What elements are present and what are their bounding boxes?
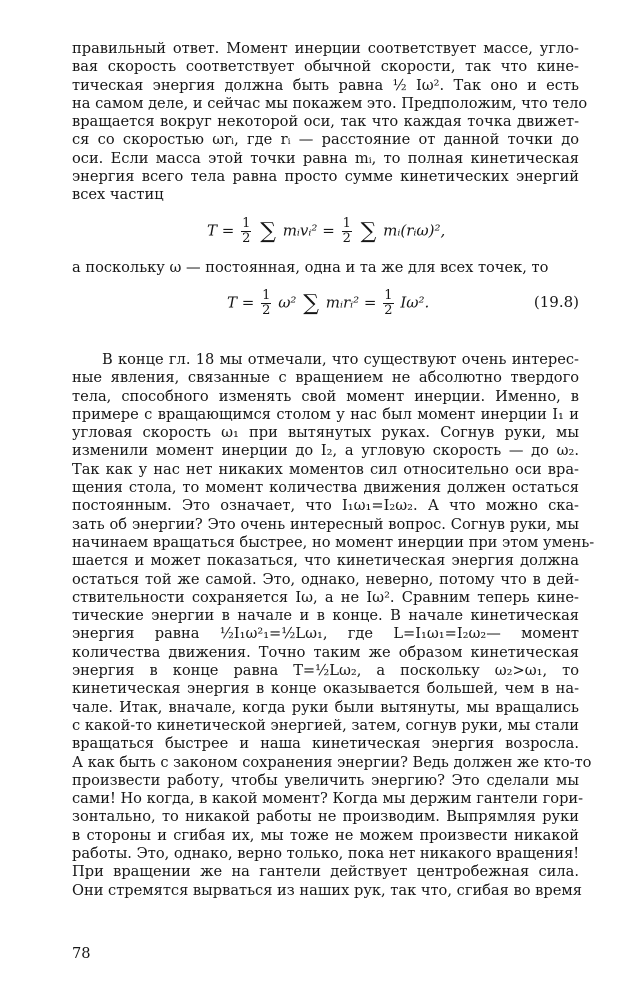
text-line: а поскольку ω — постоянная, одна и та же для всех точек, то [72, 258, 549, 276]
fraction-half: $\frac{1}{2}$ [384, 287, 393, 318]
page-body [72, 40, 595, 900]
eq-lhs: T = [227, 293, 255, 312]
text-line: угловая скорость ω₁ при вытянутых руках. Согнув руки, мы [72, 424, 579, 442]
fraction-half: $\frac{1}{2}$ [342, 215, 351, 246]
text-line: с какой-то кинетической энергией, затем, согнув руки, мы стали [72, 716, 579, 734]
page-number: 78 [72, 945, 91, 962]
text-line: энергия в конце равна T=½Lω₂, а поскольку ω₂>ω₁, то [72, 662, 579, 680]
omega-squared: ω² [278, 293, 297, 312]
text-line: При вращении же на гантели действует центробежная сила. [72, 863, 579, 881]
text-line: ся со скоростью ωrᵢ, где rᵢ — расстояние от данной точки до [72, 131, 579, 149]
text-line: ствительности сохраняется Iω, а не Iω². Сравним теперь кине- [72, 588, 579, 606]
text-line: энергия равна ½I₁ω²₁=½Lω₁, где L=I₁ω₁=I₂ω₂— момент [72, 625, 579, 643]
sum-symbol: ∑ [260, 218, 276, 244]
text-line: тические энергии в начале и в конце. В начале кинетическая [72, 607, 579, 625]
text-line: В конце гл. 18 мы отмечали, что существуют очень интерес- [102, 350, 579, 368]
text-line: вая скорость соответствует обычной скорости, так что кине- [72, 58, 579, 76]
text-line: зонтально, то никакой работы не производим. Выпрямляя руки [72, 808, 579, 826]
text-line: начинаем вращаться быстрее, но момент инерции при этом умень- [72, 533, 595, 551]
text-line: кинетическая энергия в конце оказывается большей, чем в на- [72, 680, 579, 698]
text-line: энергия всего тела равна просто сумме кинетических энергий [72, 168, 579, 186]
paragraph-rotating-table [72, 350, 595, 900]
equation-kinetic-sum [72, 211, 579, 255]
fraction-half: $\frac{1}{2}$ [262, 287, 271, 318]
text-line: вращаться быстрее и наша кинетическая энергия возросла. [72, 735, 579, 753]
text-line: щения стола, то момент количества движения должен остаться [72, 479, 579, 497]
text-line: тела, способного изменять свой момент инерции. Именно, в [72, 387, 579, 405]
fraction-half: $\frac{1}{2}$ [242, 215, 251, 246]
text-line: на самом деле, и сейчас мы покажем это. Предположим, что тело [72, 94, 588, 112]
text-line: оси. Если масса этой точки равна mᵢ, то полная кинетическая [72, 149, 579, 167]
text-line: в стороны и сгибая их, мы тоже не можем произвести никакой [72, 826, 579, 844]
text-line: Они стремятся вырваться из наших рук, так что, сгибая во время [72, 881, 582, 899]
text-line: изменили момент инерции до I₂, а угловую скорость — до ω₂. [72, 442, 579, 460]
text-line: Так как у нас нет никаких моментов сил относительно оси вра- [72, 460, 579, 478]
text-line: постоянным. Это означает, что I₁ω₁=I₂ω₂. А что можно ска- [72, 497, 579, 515]
eq-term: mᵢ(rᵢω)², [383, 221, 446, 240]
eq-term: mᵢrᵢ² = [325, 293, 377, 312]
text-line: зать об энергии? Это очень интересный вопрос. Согнув руки, мы [72, 515, 579, 533]
text-line: остаться той же самой. Это, однако, неверно, потому что в дей- [72, 570, 579, 588]
eq-term: mᵢvᵢ² = [282, 221, 335, 240]
text-line: шается и может показаться, что кинетическая энергия должна [72, 552, 579, 570]
text-line: ные явления, связанные с вращением не абсолютно твердого [72, 369, 579, 387]
sum-symbol: ∑ [303, 290, 319, 316]
text-line: всех частиц [72, 186, 164, 204]
text-line: правильный ответ. Момент инерции соответствует массе, угло- [72, 40, 579, 57]
text-line: работы. Это, однако, верно только, пока нет никакого вращения! [72, 844, 580, 862]
paragraph-kinetic-energy [72, 40, 588, 205]
text-line: произвести работу, чтобы увеличить энергию? Это сделали мы [72, 771, 579, 789]
eq-lhs: T = [207, 221, 235, 240]
eq-term: Iω². [400, 293, 430, 312]
text-line: вращается вокруг некоторой оси, так что каждая точка движет- [72, 113, 579, 131]
text-line: сами! Но когда, в какой момент? Когда мы держим гантели гори- [72, 790, 584, 808]
text-line: примере с вращающимся столом у нас был момент инерции I₁ и [72, 405, 579, 423]
sum-symbol: ∑ [360, 218, 377, 244]
equation-number: (19.8) [533, 292, 579, 311]
equation-19-8 [72, 283, 579, 327]
text-line: А как быть с законом сохранения энергии? Ведь должен же кто-то [72, 753, 592, 771]
text-line: тическая энергия должна быть равна ½ Iω². Так оно и есть [72, 76, 579, 94]
text-line: количества движения. Точно таким же образом кинетическая [72, 643, 579, 661]
text-line: чале. Итак, вначале, когда руки были вытянуты, мы вращались [72, 698, 579, 716]
